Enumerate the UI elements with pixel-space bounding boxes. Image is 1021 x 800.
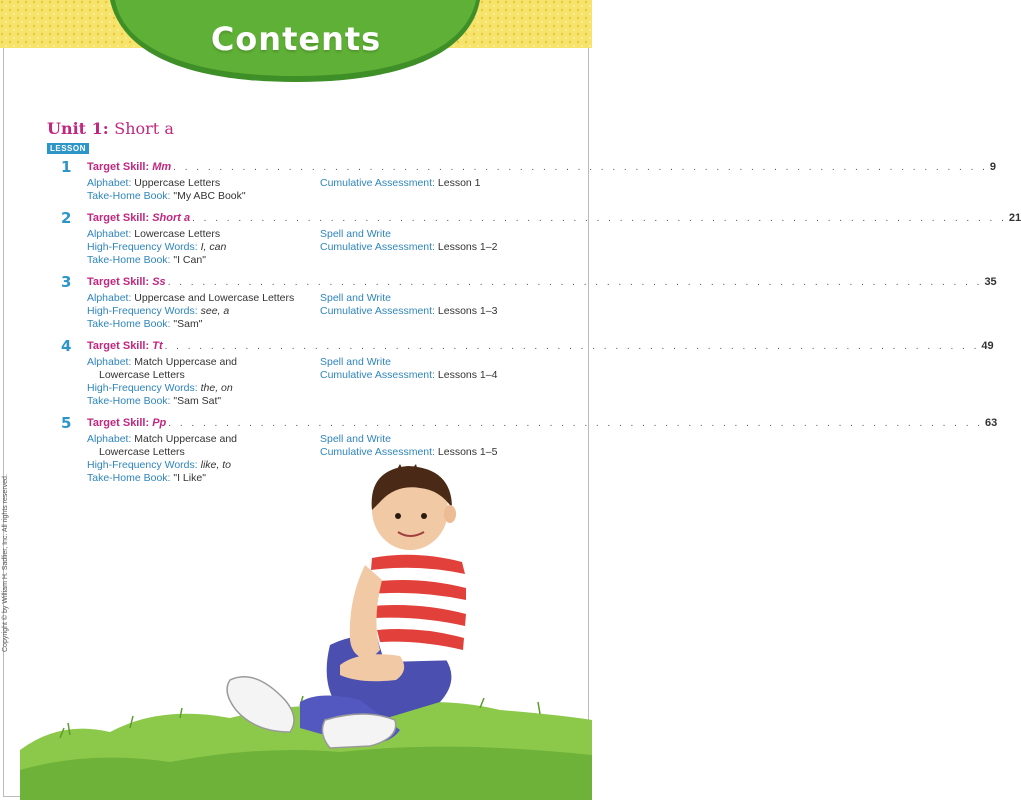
target-skill-label: Target Skill: [87,340,150,352]
detail-value: Uppercase Letters [134,177,221,189]
unit-name: Short a [114,119,174,138]
detail-value: Lessons 1–5 [437,446,498,458]
lesson-details-right [320,356,497,382]
target-skill-value [149,340,162,352]
detail-label: Spell and Write [320,292,392,304]
detail-label: Take-Home Book: [87,190,171,202]
detail-line [87,382,237,395]
page-number: 21 [1008,212,1021,224]
detail-label: Take-Home Book: [87,254,171,266]
dot-leader: . . . . . . . . . . . . . . . . . . . . . . . . . . . . . . . . . . . . . . . . . . . . . . . . . . . . . . . . . . . . . . . . . . . . . . . [164,341,980,352]
detail-label: High-Frequency Words: [87,241,198,253]
detail-line [320,356,497,369]
target-skill-line [87,417,998,431]
detail-label: Alphabet: [87,228,132,240]
detail-value: "My ABC Book" [173,190,246,202]
detail-label: Spell and Write [320,433,392,445]
dot-leader: . . . . . . . . . . . . . . . . . . . . . . . . . . . . . . . . . . . . . . . . . . . . . . . . . . . . . . . . . . . . . . . . . . . . . . . [167,277,983,288]
lesson-details-left [87,177,246,203]
dot-leader: . . . . . . . . . . . . . . . . . . . . . . . . . . . . . . . . . . . . . . . . . . . . . . . . . . . . . . . . . . . . . . . . . . . . . . . [168,418,984,429]
lesson-number: 1 [61,158,72,176]
detail-line [87,254,226,267]
detail-label: High-Frequency Words: [87,305,198,317]
page-title: Contents [210,20,382,58]
detail-line [87,305,294,318]
lesson-number: 3 [61,273,72,291]
detail-value: Match Uppercase and [134,356,238,368]
detail-line [87,177,246,190]
target-skill-text: Ss [152,276,166,288]
detail-line [320,292,497,305]
detail-value: Lessons 1–4 [437,369,498,381]
lesson-number: 5 [61,414,72,432]
boy-sitting-illustration [0,470,592,800]
detail-line [87,395,237,408]
detail-line [87,318,294,331]
detail-line [87,433,237,446]
detail-value: like, to [200,459,231,471]
detail-line [320,369,497,382]
dot-leader: . . . . . . . . . . . . . . . . . . . . . . . . . . . . . . . . . . . . . . . . . . . . . . . . . . . . . . . . . . . . . . . . . . . . . . . [173,162,988,173]
detail-label: Spell and Write [320,228,392,240]
target-skill-label: Target Skill: [87,212,150,224]
target-skill-line [87,276,997,290]
detail-label: Alphabet: [87,292,132,304]
target-skill-label: Target Skill: [87,276,150,288]
detail-label: Alphabet: [87,177,132,189]
target-skill-line [87,161,997,175]
detail-line [87,190,246,203]
detail-continuation: Lowercase Letters [99,446,185,458]
detail-value: the, on [200,382,233,394]
page-number: 49 [981,340,994,352]
detail-label: Take-Home Book: [87,318,171,330]
detail-value: "I Can" [173,254,206,266]
detail-label: Cumulative Assessment: [320,177,435,189]
detail-line [87,356,237,369]
detail-label: Take-Home Book: [87,472,171,484]
detail-value: Lessons 1–2 [437,241,498,253]
page-number: 63 [985,417,998,429]
detail-value: "Sam" [173,318,203,330]
page-number: 35 [984,276,997,288]
lesson-details-left [87,292,294,331]
detail-line [320,241,497,254]
lesson-number: 4 [61,337,72,355]
lesson-details-left [87,356,237,408]
detail-value: Lessons 1–3 [437,305,498,317]
detail-value: I, can [200,241,227,253]
detail-label: Cumulative Assessment: [320,446,435,458]
detail-label: Cumulative Assessment: [320,369,435,381]
target-skill-value [149,276,166,288]
target-skill-value [149,417,166,429]
unit-heading [47,119,174,138]
target-skill-text: Mm [152,161,172,173]
dot-leader: . . . . . . . . . . . . . . . . . . . . . . . . . . . . . . . . . . . . . . . . . . . . . . . . . . . . . . . . . . . . . . . . . . . . . . . [192,213,1007,224]
detail-value: Match Uppercase and [134,433,238,445]
detail-label: High-Frequency Words: [87,382,198,394]
target-skill-text: Tt [152,340,163,352]
detail-line [320,446,497,459]
lesson-details-right [320,292,497,318]
lesson-number: 2 [61,209,72,227]
detail-label: High-Frequency Words: [87,459,198,471]
detail-label: Alphabet: [87,356,132,368]
detail-line [87,228,226,241]
detail-line [320,228,497,241]
lesson-details-right [320,177,481,190]
target-skill-label: Target Skill: [87,417,150,429]
detail-label: Cumulative Assessment: [320,305,435,317]
detail-continuation: Lowercase Letters [99,369,185,381]
target-skill-line [87,340,994,354]
detail-value: Lesson 1 [437,177,481,189]
detail-label: Spell and Write [320,356,392,368]
detail-value: Uppercase and Lowercase Letters [134,292,295,304]
detail-value: "Sam Sat" [173,395,222,407]
detail-label: Take-Home Book: [87,395,171,407]
target-skill-text: Pp [152,417,167,429]
detail-line [87,241,226,254]
target-skill-value [149,161,171,173]
lesson-details-left [87,228,226,267]
detail-line [320,305,497,318]
detail-value: see, a [200,305,230,317]
unit-label: Unit 1: [47,119,109,138]
detail-label: Alphabet: [87,433,132,445]
detail-label: Cumulative Assessment: [320,241,435,253]
detail-line [87,292,294,305]
target-skill-line [87,212,1021,226]
detail-value: Lowercase Letters [134,228,221,240]
detail-line [320,433,497,446]
page-number: 9 [989,161,997,173]
target-skill-label: Target Skill: [87,161,150,173]
copyright-notice: Copyright © by William H. Sadlier, Inc. All rights reserved. [2,474,9,652]
detail-value: "I Like" [173,472,206,484]
lesson-details-right [320,433,497,459]
lesson-details-right [320,228,497,254]
lesson-badge: LESSON [47,143,89,154]
detail-line [320,177,481,190]
target-skill-text: Short a [152,212,191,224]
target-skill-value [149,212,190,224]
